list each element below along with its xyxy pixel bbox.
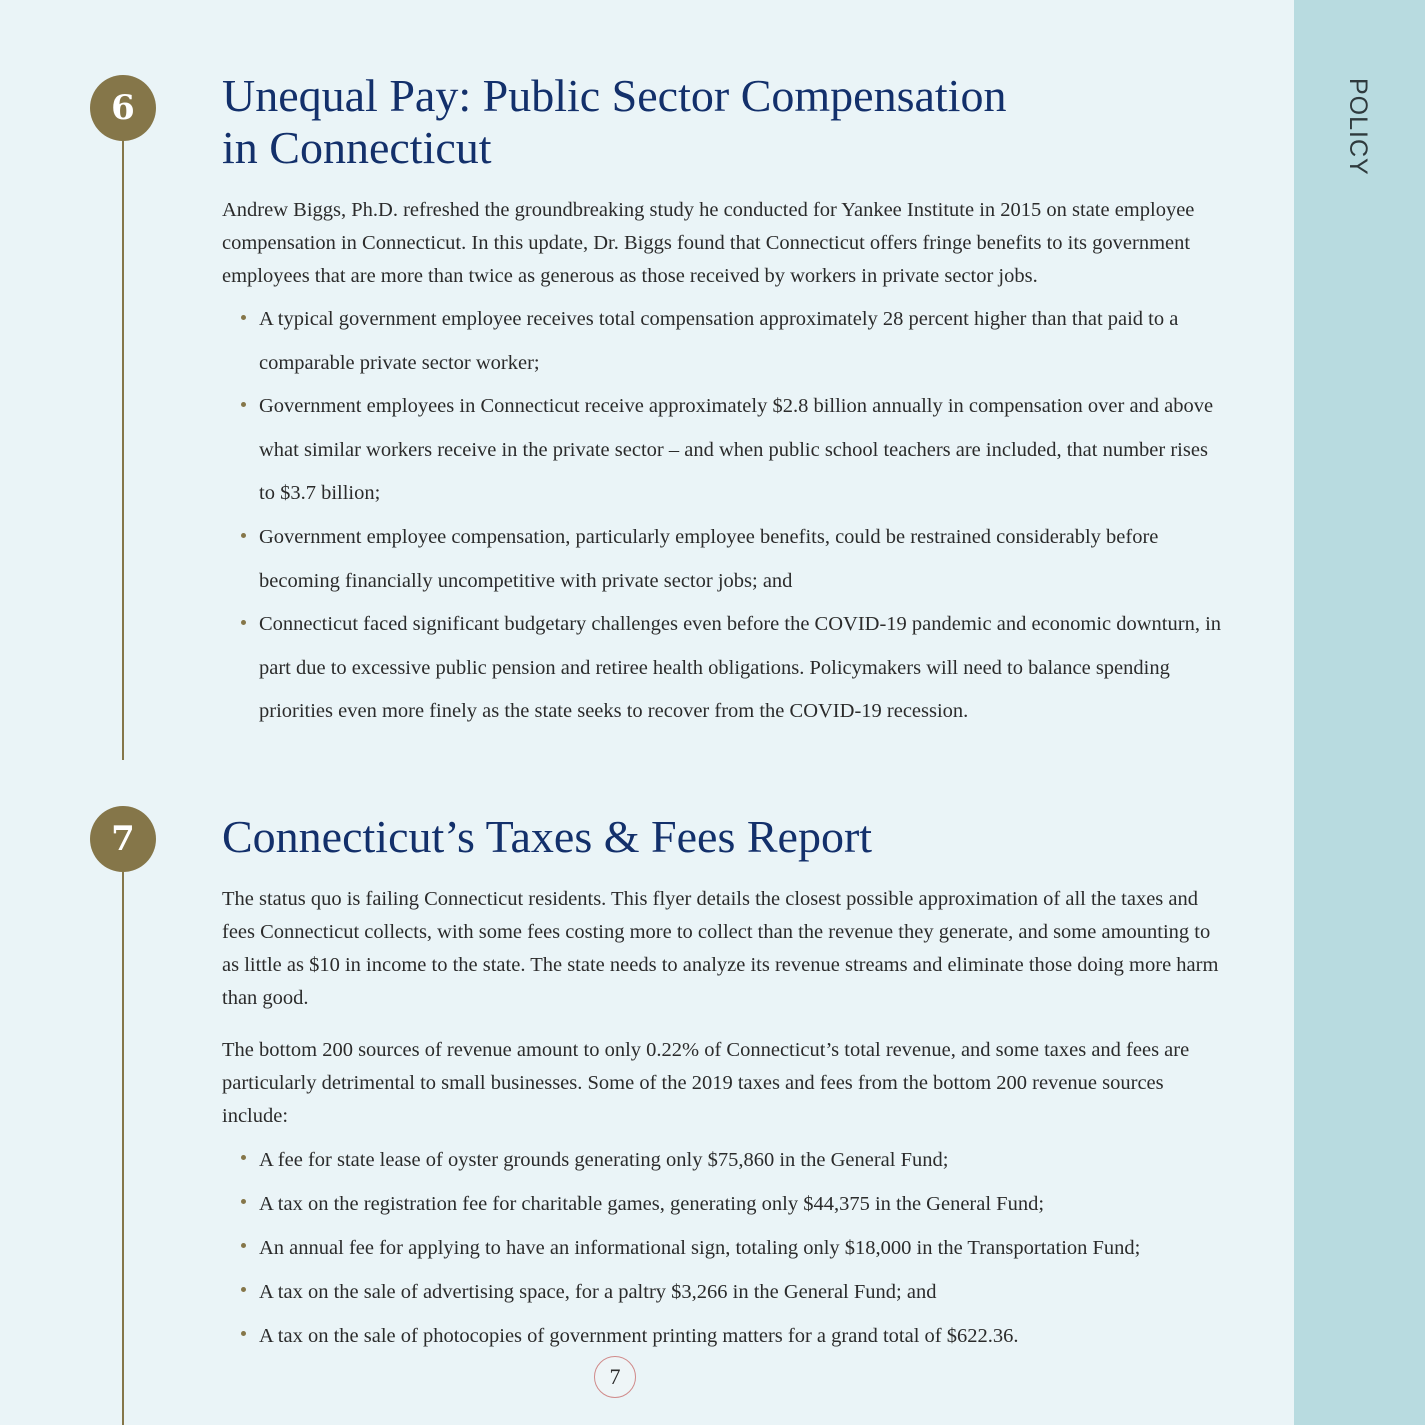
list-item: A typical government employee receives total compensation approximately 28 percent higher than that paid to a comparable private sector worker; [237, 298, 1227, 385]
section-6-title: Unequal Pay: Public Sector Compensation in Connecticut [222, 70, 1007, 173]
section-number-badge-7: 7 [90, 806, 156, 872]
section-6-intro: Andrew Biggs, Ph.D. refreshed the groundbreaking study he conducted for Yankee Institute in 2015 on state employee compensation in Connecticut. In this update, Dr. Biggs found that Connecticut offers fringe benefits to its government employees that are more than twice as generous as those received by workers in private sector jobs. [222, 199, 1195, 287]
list-item: A fee for state lease of oyster grounds generating only $75,860 in the General Fund; [237, 1138, 1227, 1182]
list-item: A tax on the registration fee for charitable games, generating only $44,375 in the General Fund; [237, 1182, 1227, 1226]
list-item: A tax on the sale of photocopies of government printing matters for a grand total of $622.36. [237, 1314, 1227, 1358]
section-7-paragraph-1: The status quo is failing Connecticut residents. This flyer details the closest possible approximation of all the taxes and fees Connecticut collects, with some fees costing more to collect than the revenue they generate, and some amounting to as little as $10 in income to the state. The state needs to analyze its revenue streams and eliminate those doing more harm than good. [222, 888, 1219, 1009]
timeline-line-7 [122, 872, 124, 1425]
list-item: Government employees in Connecticut receive approximately $2.8 billion annually in compensation over and above what similar workers receive in the private sector – and when public school teachers are included, that number rises to $3.7 billion; [237, 385, 1227, 516]
sidebar-band [1294, 0, 1425, 1425]
section-6-bullet-list [237, 298, 1227, 734]
section-7-title: Connecticut’s Taxes & Fees Report [222, 811, 873, 862]
list-item: A tax on the sale of advertising space, for a paltry $3,266 in the General Fund; and [237, 1270, 1227, 1314]
list-item: Government employee compensation, particularly employee benefits, could be restrained considerably before becoming financially uncompetitive with private sector jobs; and [237, 516, 1227, 603]
list-item: An annual fee for applying to have an informational sign, totaling only $18,000 in the Transportation Fund; [237, 1226, 1227, 1270]
section-number-badge-6: 6 [90, 75, 156, 141]
page-number: 7 [594, 1356, 636, 1398]
list-item: Connecticut faced significant budgetary challenges even before the COVID-19 pandemic and economic downturn, in part due to excessive public pension and retiree health obligations. Policymakers will need to balance spending priorities even more finely as the state seeks to recover from the COVID-19 recession. [237, 603, 1227, 734]
timeline-line-6 [122, 140, 124, 760]
section-category-label: POLICY [1344, 78, 1372, 176]
section-7-bullet-list [237, 1138, 1227, 1358]
section-7-paragraph-2: The bottom 200 sources of revenue amount to only 0.22% of Connecticut’s total revenue, and some taxes and fees are particularly detrimental to small businesses. Some of the 2019 taxes and fees from the bottom 200 revenue sources include: [222, 1039, 1190, 1127]
